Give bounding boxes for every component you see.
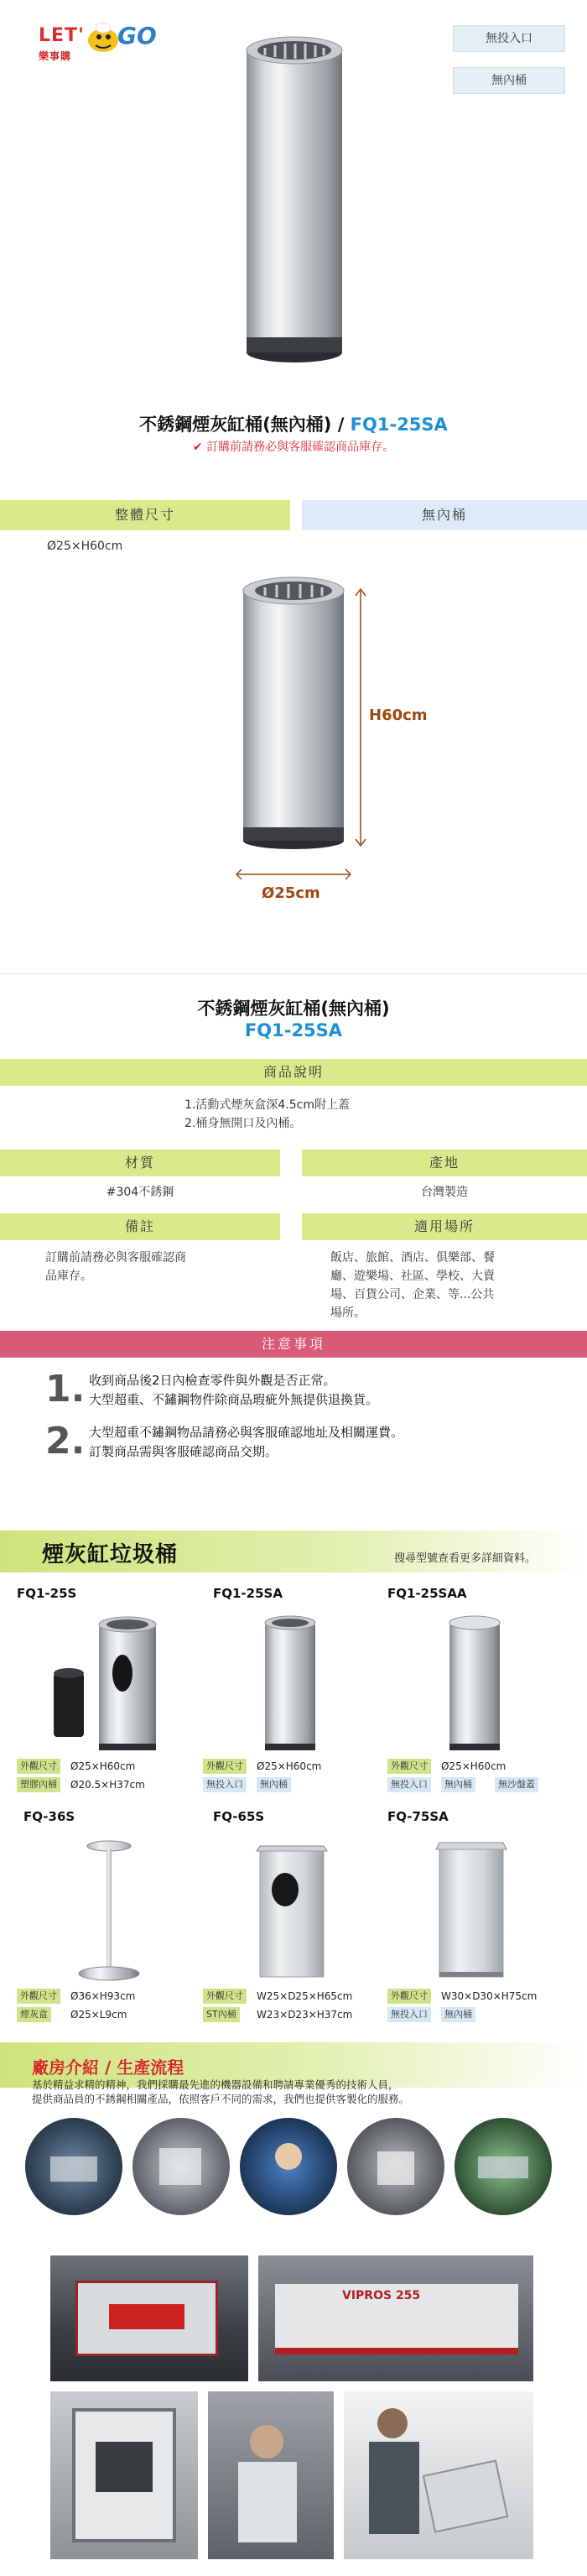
catalog-model-4[interactable]: FQ-36S bbox=[23, 1809, 75, 1824]
spec-value: Ø25×H60cm bbox=[441, 1760, 506, 1772]
venue-header: 適用場所 bbox=[302, 1213, 587, 1240]
brand-logo[interactable] bbox=[34, 15, 176, 65]
factory-text-2: 提供商品員的不銹鋼相關產品，依照客戶不同的需求，我們也提供客製化的服務。 bbox=[32, 2093, 410, 2105]
detail-model: FQ1-25SA bbox=[244, 1020, 343, 1040]
hero-product-image bbox=[240, 25, 349, 378]
spec-tag: 外觀尺寸 bbox=[17, 1759, 60, 1774]
spec-value: Ø25×H60cm bbox=[257, 1760, 322, 1772]
badge-no-sand-lid: 無沙盤蓋 bbox=[495, 1777, 538, 1792]
fq1-25saa-image[interactable] bbox=[446, 1611, 505, 1758]
factory-photo-worker bbox=[208, 2391, 334, 2559]
dimension-product-image bbox=[226, 571, 361, 864]
machine-label: VIPROS 255 bbox=[342, 2289, 421, 2302]
badge-no-inner-bin: 無內桶 bbox=[441, 1777, 475, 1792]
remark-line-1: 訂購前請務必與客服確認商 bbox=[45, 1251, 186, 1265]
size-value: Ø25×H60cm bbox=[47, 540, 123, 553]
logo-name: 樂事購 bbox=[39, 50, 72, 62]
note-2-line-1: 大型超重不鏽鋼物品請務必與客服確認地址及相關運費。 bbox=[89, 1425, 404, 1440]
desc-line-1: 1.活動式煙灰盒深4.5cm附上蓋 bbox=[184, 1098, 350, 1112]
fq1-25s-image[interactable] bbox=[50, 1611, 176, 1758]
remark-header: 備註 bbox=[0, 1213, 280, 1240]
catalog-model-6[interactable]: FQ-75SA bbox=[387, 1809, 449, 1824]
note-2-line-2: 訂製商品需與客服確認商品交期。 bbox=[89, 1444, 278, 1459]
tag-no-inner-bin: 無內桶 bbox=[453, 67, 565, 94]
height-arrow bbox=[352, 587, 369, 847]
origin-value: 台灣製造 bbox=[421, 1186, 468, 1199]
fq-36s-image[interactable] bbox=[72, 1834, 148, 1985]
fq-65s-image[interactable] bbox=[250, 1834, 334, 1985]
width-label: Ø25cm bbox=[262, 884, 320, 902]
size-header: 整體尺寸 bbox=[0, 500, 290, 530]
note-number-2: 2. bbox=[45, 1420, 86, 1463]
catalog-model-1[interactable]: FQ1-25S bbox=[17, 1586, 77, 1601]
divider bbox=[0, 973, 587, 974]
spec-tag: 外觀尺寸 bbox=[203, 1759, 247, 1774]
spec-tag: 外觀尺寸 bbox=[17, 1989, 60, 2004]
spec-value: W30×D30×H75cm bbox=[441, 1990, 538, 2002]
origin-header: 產地 bbox=[302, 1150, 587, 1176]
order-notice: ✔ 訂購前請務必與客服確認商品庫存。 bbox=[192, 441, 395, 454]
badge-no-inner-bin: 無內桶 bbox=[257, 1777, 291, 1792]
title-separator: / bbox=[337, 415, 345, 435]
remark-line-2: 品庫存。 bbox=[45, 1270, 92, 1283]
badge-no-slot: 無投入口 bbox=[203, 1777, 247, 1792]
note-1-line-2: 大型超重、不鏽鋼物件除商品瑕疵外無提供退換貨。 bbox=[89, 1392, 379, 1407]
height-label: H60cm bbox=[369, 707, 428, 724]
spec-tag: 外觀尺寸 bbox=[387, 1759, 431, 1774]
product-title bbox=[0, 411, 587, 436]
catalog-model-3[interactable]: FQ1-25SAA bbox=[387, 1586, 467, 1601]
factory-title: 廠房介紹 / 生產流程 bbox=[32, 2057, 184, 2078]
note-1-line-1: 收到商品後2日內檢查零件與外觀是否正常。 bbox=[89, 1373, 336, 1388]
extra-tag: ST內桶 bbox=[203, 2007, 240, 2022]
spec-value: Ø25×H60cm bbox=[70, 1760, 136, 1772]
factory-photo-press bbox=[50, 2255, 248, 2381]
venue-line-2: 廳、遊樂場、社區、學校、大賣 bbox=[330, 1270, 495, 1283]
detail-name: 不銹鋼煙灰缸桶(無內桶) bbox=[197, 999, 390, 1019]
width-arrow bbox=[235, 868, 352, 881]
factory-photo-stamping bbox=[50, 2391, 198, 2559]
fq-75sa-image[interactable] bbox=[429, 1834, 513, 1985]
tag-no-slot: 無投入口 bbox=[453, 25, 565, 52]
note-number-1: 1. bbox=[45, 1368, 86, 1411]
spec-value: Ø36×H93cm bbox=[70, 1990, 136, 2002]
catalog-title: 煙灰缸垃圾桶 bbox=[42, 1542, 179, 1567]
extra-value: W23×D23×H37cm bbox=[257, 2009, 353, 2021]
factory-circle-photos bbox=[25, 2115, 570, 2224]
extra-tag: 塑膠內桶 bbox=[17, 1777, 60, 1792]
material-header: 材質 bbox=[0, 1150, 280, 1176]
venue-line-1: 飯店、旅館、酒店、俱樂部、餐 bbox=[330, 1251, 495, 1265]
spec-tag: 外觀尺寸 bbox=[203, 1989, 247, 2004]
badge-no-slot: 無投入口 bbox=[387, 1777, 431, 1792]
catalog-model-2[interactable]: FQ1-25SA bbox=[213, 1586, 283, 1601]
factory-photo-assembly bbox=[344, 2391, 533, 2559]
product-model: FQ1-25SA bbox=[350, 415, 448, 435]
spec-value: W25×D25×H65cm bbox=[257, 1990, 353, 2002]
spec-tag: 外觀尺寸 bbox=[387, 1989, 431, 2004]
venue-line-4: 場所。 bbox=[330, 1306, 366, 1320]
product-name: 不銹鋼煙灰缸桶(無內桶) bbox=[139, 415, 332, 435]
extra-value: Ø25×L9cm bbox=[70, 2009, 127, 2021]
factory-text-1: 基於精益求精的精神，我們採購最先進的機器設備和聘請專業優秀的技術人員， bbox=[32, 2078, 399, 2091]
catalog-hint: 搜尋型號查看更多詳細資料。 bbox=[394, 1552, 537, 1565]
venue-line-3: 場、百貨公司、企業、等...公共 bbox=[330, 1288, 495, 1301]
logo-mark-right: GO bbox=[117, 22, 157, 50]
extra-value: Ø20.5×H37cm bbox=[70, 1779, 145, 1791]
material-value: #304不銹鋼 bbox=[106, 1186, 174, 1199]
badge-no-slot: 無投入口 bbox=[387, 2007, 431, 2022]
factory-photo-turret bbox=[258, 2255, 533, 2381]
notes-header: 注意事項 bbox=[0, 1331, 587, 1358]
desc-header: 商品說明 bbox=[0, 1059, 587, 1086]
logo-mark-left: LET' bbox=[39, 25, 85, 46]
catalog-model-5[interactable]: FQ-65S bbox=[213, 1809, 265, 1824]
inner-bin-header: 無內桶 bbox=[302, 500, 587, 530]
extra-tag: 煙灰盒 bbox=[17, 2007, 51, 2022]
desc-line-2: 2.桶身無開口及內桶。 bbox=[184, 1117, 302, 1130]
fq1-25sa-image[interactable] bbox=[262, 1611, 320, 1758]
badge-no-inner-bin: 無內桶 bbox=[441, 2007, 475, 2022]
